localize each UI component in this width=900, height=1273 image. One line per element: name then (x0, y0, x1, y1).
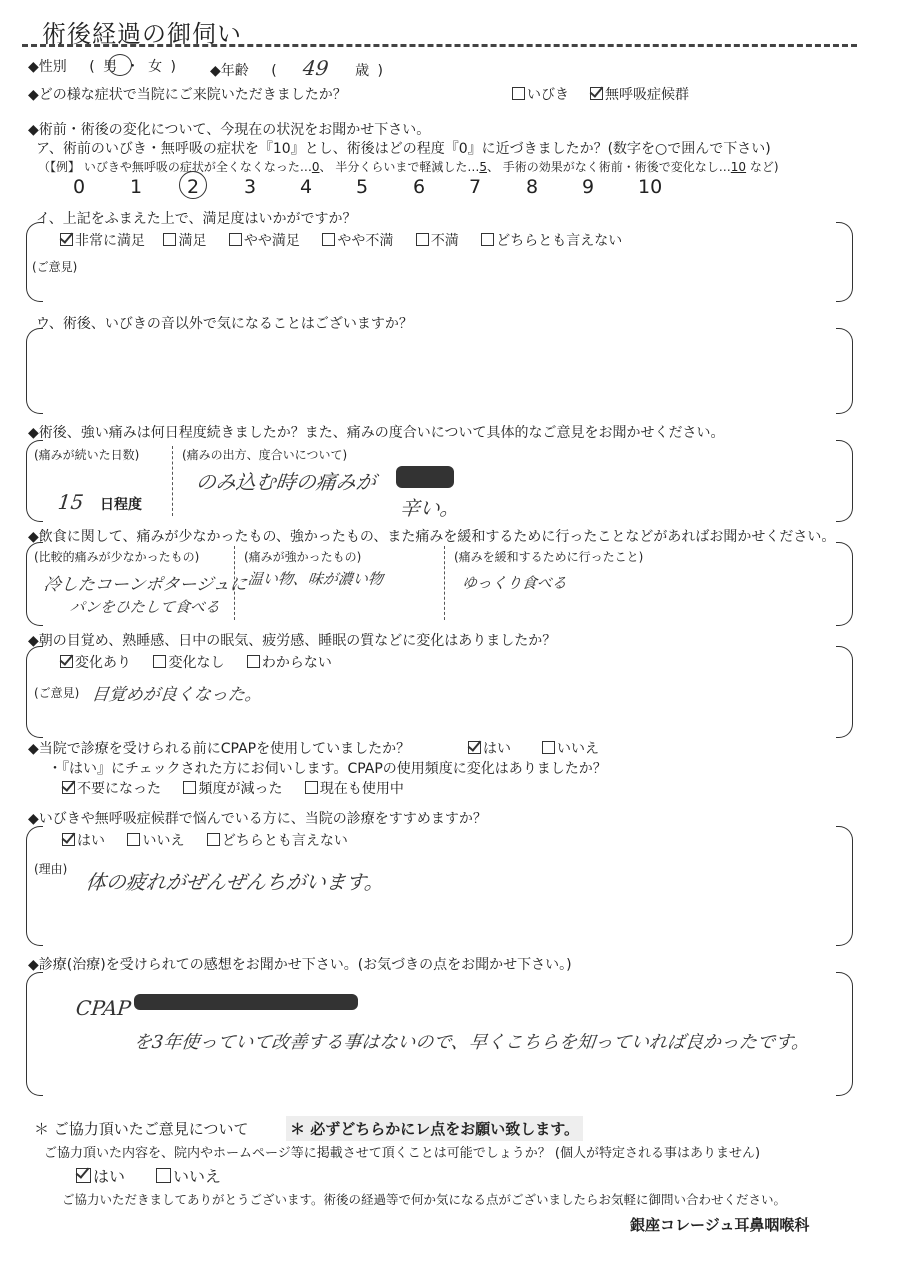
food-question: ◆飲食に関して、痛みが少なかったもの、強かったもの、また痛みを緩和するために行ったことなどがあればお聞かせください。 (28, 529, 836, 545)
pain-question: ◆術後、強い痛みは何日程度続きましたか？また、痛みの度合いについて具体的なご意見をお聞かせください。 (28, 425, 725, 441)
symptom-snore-option[interactable]: いびき (512, 84, 569, 104)
satisfaction-option-somewhat-satisfied[interactable]: やや満足 (229, 233, 300, 249)
consent-question: ご協力頂いた内容を、院内やホームページ等に掲載させて頂くことは可能でしょうか？ (個人が特定される事はありません) (44, 1146, 761, 1161)
scale-3[interactable]: 3 (244, 176, 257, 198)
morning-option-no-change[interactable]: 変化なし (153, 655, 224, 671)
gender-label: ◆性別 (28, 59, 67, 75)
redaction-scribble (396, 466, 454, 488)
cpap-no-option[interactable]: いいえ (542, 738, 599, 758)
scale-6[interactable]: 6 (413, 176, 426, 198)
satisfaction-options (60, 230, 622, 250)
clinic-name: 銀座コレージュ耳鼻咽喉科 (630, 1216, 810, 1234)
satisfaction-bracket-right (836, 222, 853, 302)
age-label: ◆年齢 (210, 63, 249, 79)
gender-row: ◆性別 ( 男 ・ 女 ) (28, 59, 176, 75)
morning-options (60, 652, 332, 672)
morning-option-unknown[interactable]: わからない (247, 655, 332, 671)
gender-male-option[interactable]: 男 (103, 59, 118, 75)
impression-line2[interactable]: を3年使っていて改善する事はないので、早くこちらを知っていれば良かったです。 (132, 1032, 811, 1053)
scale-0[interactable]: 0 (73, 176, 86, 198)
morning-opinion-value[interactable]: 目覚めが良くなった。 (90, 685, 263, 705)
scale-8[interactable]: 8 (526, 176, 539, 198)
recommend-question: ◆いびきや無呼吸症候群で悩んでいる方に、当院の診療をすすめますか？ (28, 811, 487, 827)
redaction-scribble-2 (134, 994, 358, 1010)
satisfaction-question: イ、上記をふまえた上で、満足度はいかがですか？ (36, 211, 357, 227)
morning-bracket-right (836, 646, 853, 738)
satisfaction-option-neither[interactable]: どちらとも言えない (481, 233, 622, 249)
other-bracket-left (26, 328, 43, 414)
satisfaction-option-dissatisfied[interactable]: 不満 (416, 233, 459, 249)
selected-scale-circle-mark (179, 171, 207, 199)
change-heading: ◆術前・術後の変化について、今現在の状況をお聞かせ下さい。 (28, 122, 431, 138)
consent-heading-1: ＊ ご協力頂いたご意見について (34, 1120, 249, 1138)
recommend-options (62, 830, 348, 850)
checkbox[interactable] (512, 87, 525, 100)
cpap-option-unnecessary[interactable]: 不要になった (62, 781, 161, 797)
gender-female-option[interactable]: 女 (148, 59, 163, 75)
food-col3-value[interactable]: ゆっくり食べる (461, 574, 568, 592)
morning-opinion-label: (ご意見) (34, 686, 80, 700)
consent-no-option[interactable]: いいえ (156, 1164, 221, 1187)
pain-days-suffix: 日程度 (100, 497, 142, 513)
impression-question: ◆診療(治療)を受けられての感想をお聞かせ下さい。(お気づきの点をお聞かせ下さい。) (28, 957, 572, 973)
cpap-followup-question: ・『はい』にチェックされた方にお伺いします。CPAPの使用頻度に変化はありましたか？ (48, 761, 607, 777)
food-col1-line1[interactable]: 冷したコーンポタージュに (42, 575, 248, 595)
consent-thanks: ご協力いただきましてありがとうございます。術後の経過等で何か気になる点がございましたらお気軽に御問い合わせください。 (62, 1192, 787, 1207)
pain-days-value[interactable]: 15 (56, 490, 85, 514)
impression-line1[interactable]: CPAP (74, 996, 133, 1020)
morning-question: ◆朝の目覚め、熟睡感、日中の眠気、疲労感、睡眠の質などに変化はありましたか？ (28, 633, 557, 649)
food-col2-value[interactable]: 温い物、味が濃い物 (247, 570, 384, 588)
recommend-option-yes[interactable]: はい (62, 833, 105, 849)
pain-bracket-right (836, 440, 853, 522)
page-title: 術後経過の御伺い (42, 20, 242, 48)
food-col1-line2[interactable]: パンをひたして食べる (69, 598, 221, 616)
title-divider (22, 44, 857, 47)
cpap-followup-options (62, 778, 404, 798)
recommend-bracket-right (836, 826, 853, 946)
male-circle-mark (108, 54, 132, 76)
recommend-reason-label: (理由) (34, 862, 68, 876)
food-col1-label: (比較的痛みが少なかったもの) (34, 550, 200, 564)
scale-10[interactable]: 10 (638, 176, 663, 198)
symptom-apnea-option[interactable]: 無呼吸症候群 (590, 84, 689, 104)
age-value[interactable]: 49 (301, 56, 330, 80)
change-sub-a: ア、術前のいびき・無呼吸の症状を『10』とし、術後はどの程度『0』に近づきましたか？(数字を○で囲んで下さい) (36, 141, 771, 157)
scale-2[interactable]: 2 (187, 176, 200, 198)
pain-days-label: (痛みが続いた日数) (34, 448, 140, 462)
recommend-reason-value[interactable]: 体の疲れがぜんぜんちがいます。 (84, 870, 386, 894)
symptom-question: ◆どの様な症状で当院にご来院いただきましたか？ (28, 87, 347, 103)
age-row: ◆年齢 ( 49 歳 ) (210, 56, 383, 80)
scale-1[interactable]: 1 (130, 176, 143, 198)
morning-option-changed[interactable]: 変化あり (60, 655, 131, 671)
change-example: （【例】 いびきや無呼吸の症状が全くなくなった…0、 半分くらいまで軽減した…5、 手術の効果がなく術前・術後で変化なし…10 など) (38, 160, 779, 174)
other-concerns-question: ウ、術後、いびきの音以外で気になることはございますか？ (36, 316, 413, 332)
impression-bracket-left (26, 972, 43, 1096)
pain-detail-label: (痛みの出方、度合いについて) (182, 448, 348, 462)
food-divider-1 (234, 546, 235, 620)
scale-7[interactable]: 7 (469, 176, 482, 198)
recommend-option-no[interactable]: いいえ (127, 833, 184, 849)
food-col3-label: (痛みを緩和するために行ったこと) (454, 550, 644, 564)
other-bracket-right (836, 328, 853, 414)
pain-detail-line1[interactable]: のみ込む時の痛みが (194, 470, 378, 494)
scale-5[interactable]: 5 (356, 176, 369, 198)
cpap-option-still-using[interactable]: 現在も使用中 (305, 781, 404, 797)
cpap-yes-option[interactable]: はい (468, 738, 511, 758)
cpap-option-reduced[interactable]: 頻度が減った (183, 781, 282, 797)
impression-bracket-right (836, 972, 853, 1096)
pain-detail-line2[interactable]: 辛い。 (398, 496, 462, 520)
scale-4[interactable]: 4 (300, 176, 313, 198)
consent-yes-option[interactable]: はい (76, 1164, 125, 1187)
food-col2-label: (痛みが強かったもの) (244, 550, 362, 564)
food-bracket-right (836, 542, 853, 626)
cpap-question: ◆当院で診療を受けられる前にCPAPを使用していましたか？ (28, 741, 411, 757)
satisfaction-opinion-label: (ご意見) (32, 260, 78, 274)
consent-heading-2: ＊ 必ずどちらかにレ点をお願い致します。 (286, 1116, 583, 1141)
recommend-bracket-left (26, 826, 43, 946)
satisfaction-option-somewhat-dissatisfied[interactable]: やや不満 (322, 233, 393, 249)
recommend-option-neither[interactable]: どちらとも言えない (207, 833, 348, 849)
scale-9[interactable]: 9 (582, 176, 595, 198)
satisfaction-option-very-satisfied[interactable]: 非常に満足 (60, 233, 145, 249)
pain-divider (172, 446, 173, 516)
checkbox-checked[interactable] (590, 87, 603, 100)
food-divider-2 (444, 546, 445, 620)
satisfaction-option-satisfied[interactable]: 満足 (163, 233, 206, 249)
